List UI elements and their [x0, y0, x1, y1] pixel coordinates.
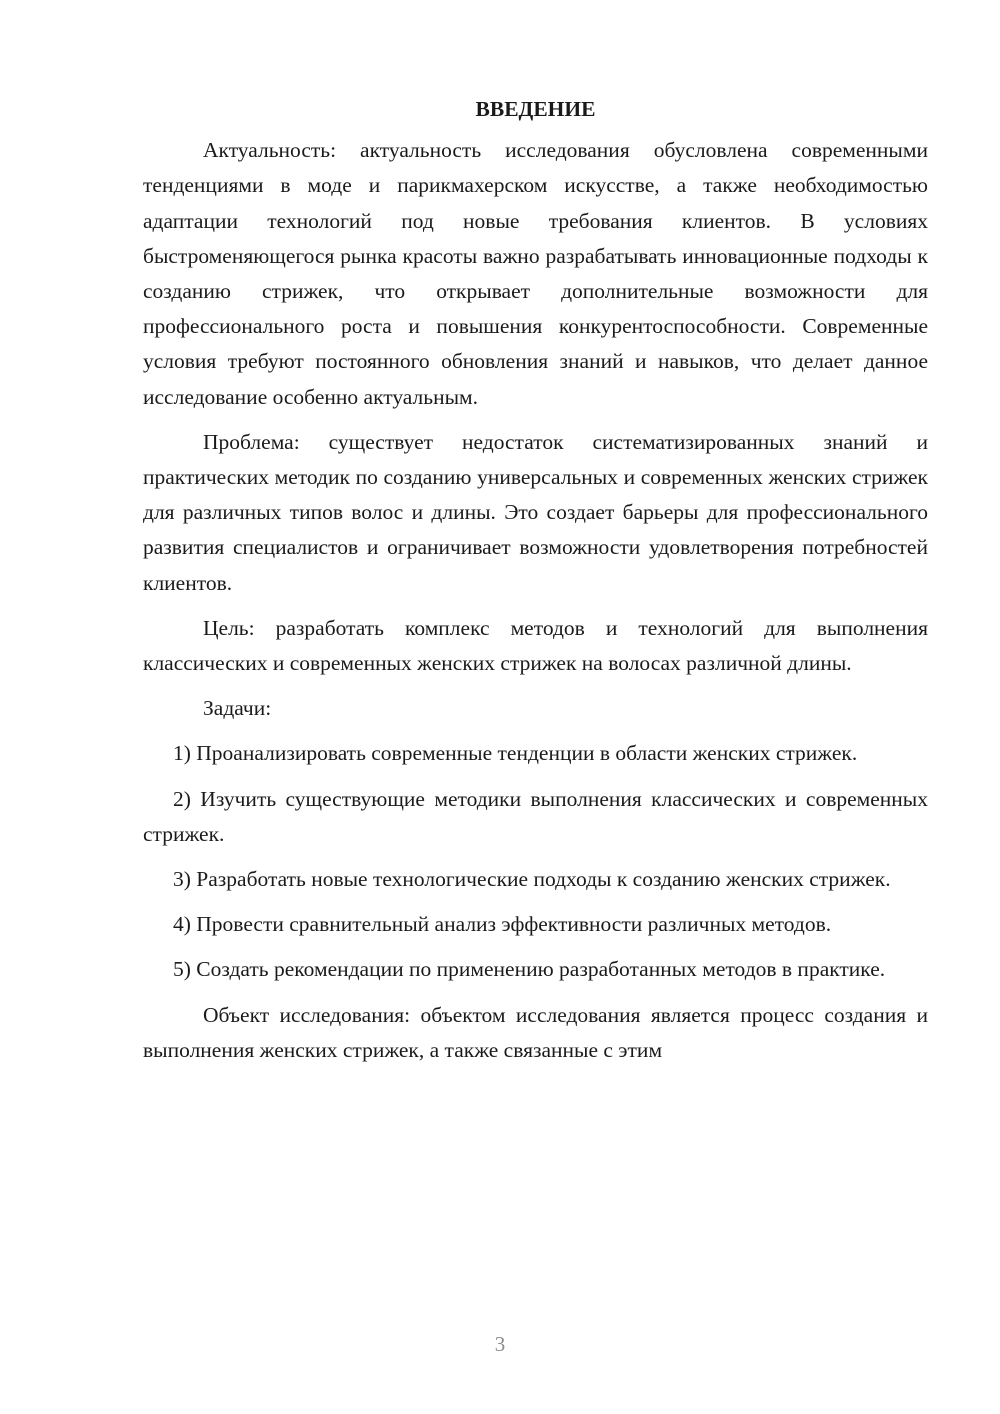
paragraph-object: Объект исследования: объектом исследования является процесс создания и выполнения женских стрижек, а также связанные с этим	[143, 1002, 928, 1062]
list-item: 1) Проанализировать современные тенденции в области женских стрижек.	[173, 741, 858, 766]
list-item: 2) Изучить существующие методики выполнения классических и современных стрижек.	[143, 786, 928, 846]
list-item: 5) Создать рекомендации по применению разработанных методов в практике.	[173, 957, 886, 982]
list-item: 3) Разработать новые технологические подходы к созданию женских стрижек.	[173, 867, 891, 892]
section-title: ВВЕДЕНИЕ	[475, 97, 596, 121]
tasks-heading: Задачи:	[203, 696, 272, 721]
paragraph-relevance: Актуальность: актуальность исследования обусловлена современными тенденциями в моде и парикмахерском искусстве, а также необходимостью адаптации технологий под новые требования клиентов. В условиях быстроменяющегося рынка красоты важно разрабатывать инновационные подходы к созданию стрижек, что открывает дополнительные возможности для профессионального роста и повышения конкурентоспособности. Современные условия требуют постоянного обновления знаний и навыков, что делает данное исследование особенно актуальным.	[143, 138, 928, 409]
task-list	[143, 736, 928, 987]
list-item: 4) Провести сравнительный анализ эффективности различных методов.	[173, 912, 832, 937]
page-number: 3	[494, 1332, 506, 1356]
paragraph-problem: Проблема: существует недостаток систематизированных знаний и практических методик по созданию универсальных и современных женских стрижек для различных типов волос и длины. Это создает барьеры для профессионального развития специалистов и ограничивает возможности удовлетворения потребностей клиентов.	[143, 429, 928, 595]
paragraph-goal: Цель: разработать комплекс методов и технологий для выполнения классических и современных женских стрижек на волосах различной длины.	[143, 615, 928, 676]
document-page	[143, 92, 928, 1078]
